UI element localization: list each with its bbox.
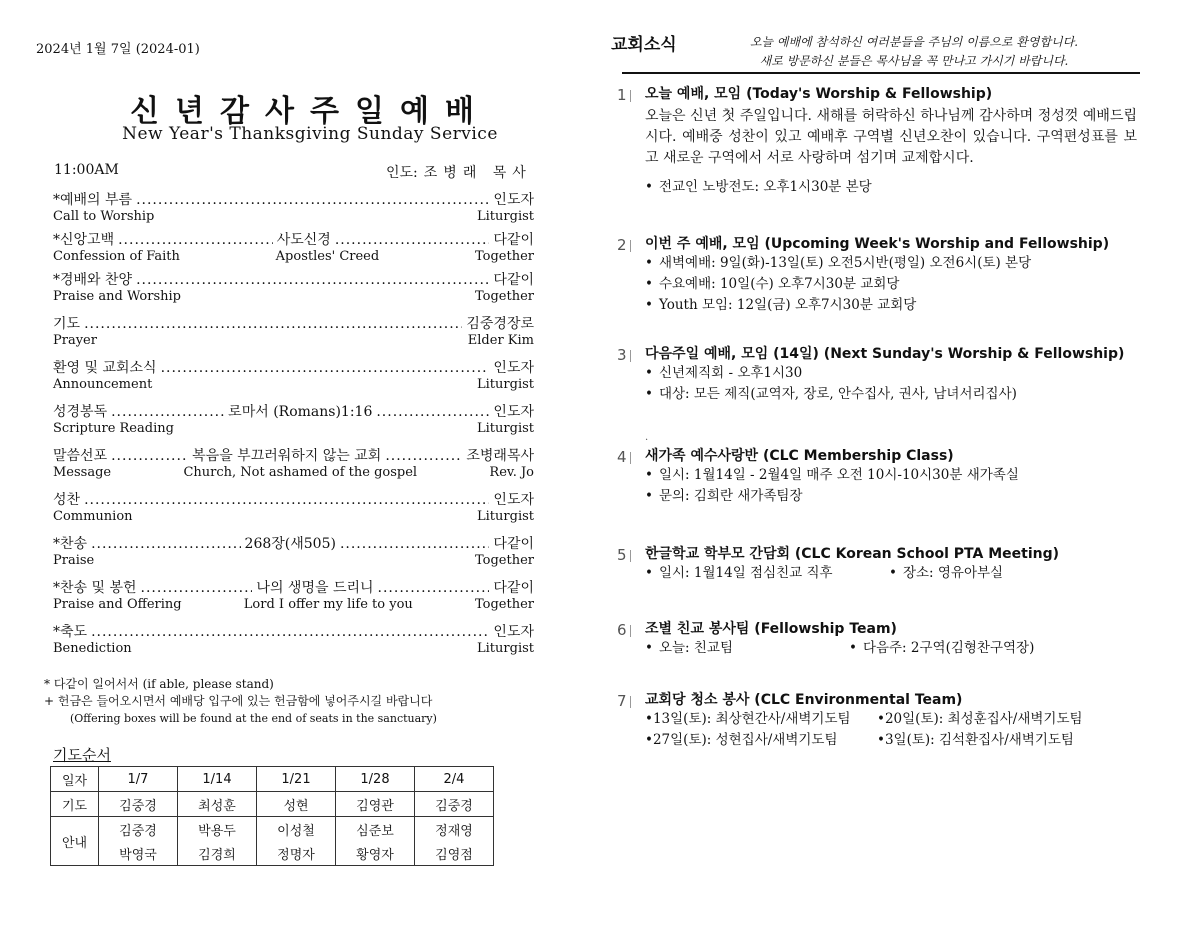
- service-leader: [386, 162, 532, 182]
- guide-cell: 김경희: [178, 841, 257, 866]
- order-item-leader: 인도자: [493, 360, 534, 376]
- bullet-icon: •: [645, 467, 653, 483]
- order-item-title: 기도: [53, 316, 81, 332]
- order-item: [53, 624, 534, 656]
- order-row-korean: [53, 536, 534, 553]
- order-item: [53, 448, 534, 480]
- order-item-title-english: Communion: [53, 509, 133, 524]
- order-item: [53, 536, 534, 568]
- offering-note-english: (Offering boxes will be found at the end of seats in the sanctuary): [70, 712, 437, 725]
- bullet-icon: •: [888, 565, 897, 581]
- order-item-detail-english: Apostles' Creed: [275, 249, 380, 264]
- dot-leader: [91, 624, 489, 641]
- order-item-leader: 다같이: [493, 232, 534, 248]
- order-item: [53, 360, 534, 392]
- news-number: 3: [617, 346, 627, 364]
- order-item-detail-english: Lord I offer my life to you: [243, 597, 413, 612]
- welcome-line-1: 오늘 예배에 참석하신 여러분들을 주님의 이름으로 환영합니다.: [749, 35, 1079, 49]
- order-item-leader-english: Liturgist: [477, 509, 534, 524]
- order-row-korean: [53, 316, 534, 333]
- order-item-detail: 268장(새505): [244, 536, 336, 552]
- date-cell: 1/7: [99, 767, 178, 792]
- list-item: • 일시: 1월14일 - 2월4일 매주 오전 10시-10시30분 새가족실: [645, 467, 1019, 483]
- order-item-leader-english: Together: [474, 249, 534, 264]
- prayer-schedule-table: [50, 766, 494, 866]
- bullet-icon: •: [645, 365, 653, 381]
- order-item: [53, 580, 534, 612]
- row-header-prayer: 기도: [51, 792, 99, 817]
- bullet-icon: •: [645, 565, 653, 581]
- bullet-icon: •: [645, 179, 653, 195]
- news-item-7: [617, 692, 1147, 751]
- stray-dot: .: [645, 432, 649, 443]
- order-row-english: [53, 641, 534, 656]
- order-item-title-english: Benediction: [53, 641, 132, 656]
- news-item-3: [617, 346, 1147, 405]
- date-cell: 1/14: [178, 767, 257, 792]
- date-cell: 2/4: [415, 767, 494, 792]
- order-row-korean: [53, 448, 534, 465]
- order-item-title-english: Praise and Worship: [53, 289, 181, 304]
- news-item-2: [617, 236, 1147, 316]
- order-item-detail-english: Church, Not ashamed of the gospel: [183, 465, 418, 480]
- order-row-korean: [53, 272, 534, 289]
- welcome-line-2: 새로 방문하신 분들은 목사님을 꼭 만나고 가시기 바랍니다.: [759, 54, 1069, 68]
- order-row-korean: [53, 404, 534, 421]
- list-item: • 수요예배: 10일(수) 오후7시30분 교회당: [645, 276, 900, 292]
- order-item-leader: 인도자: [493, 192, 534, 208]
- news-title: 오늘 예배, 모임 (Today's Worship & Fellowship): [645, 86, 993, 102]
- order-row-korean: [53, 580, 534, 597]
- order-item-title: *찬송: [53, 536, 88, 552]
- service-title-english: New Year's Thanksgiving Sunday Service: [122, 124, 498, 144]
- order-item-title-english: Announcement: [53, 377, 153, 392]
- bulletin-date: 2024년 1월 7일 (2024-01): [36, 42, 200, 57]
- order-item-leader: 인도자: [493, 492, 534, 508]
- table-row: [51, 767, 494, 792]
- order-row-english: [53, 289, 534, 304]
- welcome-message: [700, 33, 1128, 71]
- list-item: • 오늘: 친교팀 • 다음주: 2구역(김형찬구역장): [645, 640, 1035, 656]
- guide-cell: 김영점: [415, 841, 494, 866]
- list-item: • 일시: 1월14일 점심친교 직후 • 장소: 영유아부실: [645, 565, 1004, 581]
- bullet-icon: •: [645, 488, 653, 504]
- news-item-6: [617, 621, 1147, 659]
- order-item-title-english: Message: [53, 465, 112, 480]
- dot-leader: [340, 536, 489, 553]
- order-item-title-english: Prayer: [53, 333, 97, 348]
- news-item-4: [617, 448, 1147, 507]
- order-row-english: [53, 465, 534, 480]
- dot-leader: [111, 448, 188, 465]
- guide-cell: 이성철: [257, 817, 336, 842]
- order-item-title-english: Call to Worship: [53, 209, 155, 224]
- table-row: [51, 817, 494, 842]
- order-item-leader: 다같이: [493, 580, 534, 596]
- list-item: •27일(토): 성현집사/새벽기도팀 •3일(토): 김석환집사/새벽기도팀: [645, 732, 1074, 748]
- dot-leader: [84, 492, 489, 509]
- service-title-korean: 신년감사주일예배: [130, 94, 490, 129]
- order-item-title-english: Praise and Offering: [53, 597, 182, 612]
- row-header-guide: 안내: [51, 817, 99, 866]
- dot-leader: [91, 536, 240, 553]
- table-row: [51, 792, 494, 817]
- news-title: 한글학교 학부모 간담회 (CLC Korean School PTA Meeting): [645, 546, 1060, 562]
- order-row-korean: [53, 492, 534, 509]
- list-item: •13일(토): 최상현간사/새벽기도팀 •20일(토): 최성훈집사/새벽기도팀: [645, 711, 1083, 727]
- dot-leader: [378, 580, 490, 597]
- order-row-english: [53, 553, 534, 568]
- order-item-leader-english: Liturgist: [477, 641, 534, 656]
- dot-leader: [111, 404, 224, 421]
- table-row: [51, 841, 494, 866]
- news-number: 2: [617, 236, 627, 254]
- order-item-leader-english: Elder Kim: [467, 333, 534, 348]
- order-item-leader: 다같이: [493, 536, 534, 552]
- order-item-detail: 로마서 (Romans)1:16: [228, 404, 373, 420]
- order-item-title: *신앙고백: [53, 232, 115, 248]
- news-title: 이번 주 예배, 모임 (Upcoming Week's Worship and Fellowship): [645, 236, 1110, 252]
- guide-cell: 김중경: [99, 817, 178, 842]
- bullet-icon: •: [645, 297, 653, 313]
- order-item: [53, 492, 534, 524]
- stand-note: * 다같이 일어서서 (if able, please stand): [44, 677, 274, 691]
- guide-cell: 황영자: [336, 841, 415, 866]
- order-row-korean: [53, 232, 534, 249]
- order-item-title-english: Scripture Reading: [53, 421, 174, 436]
- order-item-title: 환영 및 교회소식: [53, 360, 157, 376]
- bullet-icon: •: [645, 386, 653, 402]
- guide-cell: 정명자: [257, 841, 336, 866]
- order-item-leader-english: Together: [474, 553, 534, 568]
- order-item-leader-english: Liturgist: [477, 421, 534, 436]
- order-item-leader-english: Together: [474, 289, 534, 304]
- order-item-leader: 조병래목사: [466, 448, 534, 464]
- order-item-leader-english: Liturgist: [477, 209, 534, 224]
- order-row-english: [53, 333, 534, 348]
- list-item: • 대상: 모든 제직(교역자, 장로, 안수집사, 권사, 남녀서리집사): [645, 386, 1017, 402]
- news-body: 오늘은 신년 첫 주일입니다. 새해를 허락하신 하나님께 감사하며 정성껏 예배드립시다. 예배중 성찬이 있고 예배후 구역별 신년오찬이 있습니다. 구역편성표를 보고 새로운 구역에서 서로 사랑하며 섬기며 교제합시다.: [645, 108, 1137, 166]
- bullet-icon: •: [848, 640, 857, 656]
- order-item: [53, 404, 534, 436]
- news-number: 5: [617, 546, 627, 564]
- order-row-korean: [53, 360, 534, 377]
- bullet-icon: •: [645, 255, 653, 271]
- order-item-detail: 사도신경: [276, 232, 331, 248]
- news-title: 새가족 예수사랑반 (CLC Membership Class): [645, 448, 954, 464]
- news-number: 7: [617, 692, 627, 710]
- news-number: 1: [617, 86, 627, 104]
- news-number: 6: [617, 621, 627, 639]
- leader-label: 인도:: [386, 165, 418, 181]
- list-item: • 새벽예배: 9일(화)-13일(토) 오전5시반(평일) 오전6시(토) 본당: [645, 255, 1032, 271]
- order-item-leader-english: Liturgist: [477, 377, 534, 392]
- order-item-title: 말씀선포: [53, 448, 108, 464]
- order-item-detail: 나의 생명을 드리니: [256, 580, 374, 596]
- news-divider: [622, 72, 1140, 74]
- order-item-leader: 인도자: [493, 404, 534, 420]
- news-item-1: [617, 86, 1147, 198]
- order-item: [53, 316, 534, 348]
- dot-leader: [376, 404, 489, 421]
- news-heading: 교회소식: [611, 35, 677, 55]
- order-item-leader-english: Together: [474, 597, 534, 612]
- order-row-korean: [53, 624, 534, 641]
- prayer-cell: 김중경: [99, 792, 178, 817]
- dot-leader: [118, 232, 273, 249]
- guide-cell: 박용두: [178, 817, 257, 842]
- guide-cell: 정재영: [415, 817, 494, 842]
- date-cell: 1/28: [336, 767, 415, 792]
- order-row-english: [53, 509, 534, 524]
- news-title: 조별 친교 봉사팀 (Fellowship Team): [645, 621, 897, 637]
- dot-leader: [335, 232, 490, 249]
- order-row-english: [53, 597, 534, 612]
- leader-name: 조병래 목사: [423, 165, 532, 181]
- order-item: [53, 232, 534, 264]
- prayer-cell: 성현: [257, 792, 336, 817]
- news-title: 다음주일 예배, 모임 (14일) (Next Sunday's Worship & Fellowship): [645, 346, 1125, 362]
- dot-leader: [141, 580, 253, 597]
- bullet-icon: •: [645, 640, 653, 656]
- list-item: • 전교인 노방전도: 오후1시30분 본당: [645, 179, 872, 195]
- order-item-title: 성찬: [53, 492, 81, 508]
- dot-leader: [84, 316, 462, 333]
- news-title: 교회당 청소 봉사 (CLC Environmental Team): [645, 692, 963, 708]
- bullet-icon: •: [645, 276, 653, 292]
- order-item: [53, 272, 534, 304]
- dot-leader: [136, 192, 489, 209]
- row-header-date: 일자: [51, 767, 99, 792]
- order-item-title: *찬송 및 봉헌: [53, 580, 137, 596]
- prayer-cell: 최성훈: [178, 792, 257, 817]
- order-item-detail: 복음을 부끄러워하지 않는 교회: [192, 448, 382, 464]
- list-item: • 신년제직회 - 오후1시30: [645, 365, 803, 381]
- prayer-schedule-heading: 기도순서: [53, 746, 111, 764]
- prayer-cell: 김영관: [336, 792, 415, 817]
- news-number: 4: [617, 448, 627, 466]
- dot-leader: [161, 360, 490, 377]
- dot-leader: [385, 448, 462, 465]
- order-item-leader-english: Rev. Jo: [489, 465, 534, 480]
- order-item-title-english: Praise: [53, 553, 95, 568]
- list-item: • 문의: 김희란 새가족팀장: [645, 488, 803, 504]
- order-item-title: *경배와 찬양: [53, 272, 133, 288]
- order-row-english: [53, 209, 534, 224]
- date-cell: 1/21: [257, 767, 336, 792]
- service-time: 11:00AM: [54, 162, 119, 178]
- worship-notes: [44, 676, 437, 727]
- order-item-leader: 다같이: [493, 272, 534, 288]
- news-item-5: [617, 546, 1147, 584]
- order-item-title-english: Confession of Faith: [53, 249, 180, 264]
- order-row-english: [53, 249, 534, 264]
- order-item-title: *축도: [53, 624, 88, 640]
- guide-cell: 박영국: [99, 841, 178, 866]
- order-row-english: [53, 421, 534, 436]
- prayer-cell: 김중경: [415, 792, 494, 817]
- guide-cell: 심준보: [336, 817, 415, 842]
- list-item: • Youth 모임: 12일(금) 오후7시30분 교회당: [645, 297, 917, 313]
- order-item-leader: 인도자: [493, 624, 534, 640]
- order-item-leader: 김중경장로: [466, 316, 534, 332]
- order-item-title: 성경봉독: [53, 404, 108, 420]
- order-item: [53, 192, 534, 224]
- order-row-korean: [53, 192, 534, 209]
- order-row-english: [53, 377, 534, 392]
- offering-note: + 헌금은 들어오시면서 예배당 입구에 있는 헌금함에 넣어주시길 바랍니다: [44, 694, 433, 708]
- dot-leader: [136, 272, 489, 289]
- order-item-title: *예배의 부름: [53, 192, 133, 208]
